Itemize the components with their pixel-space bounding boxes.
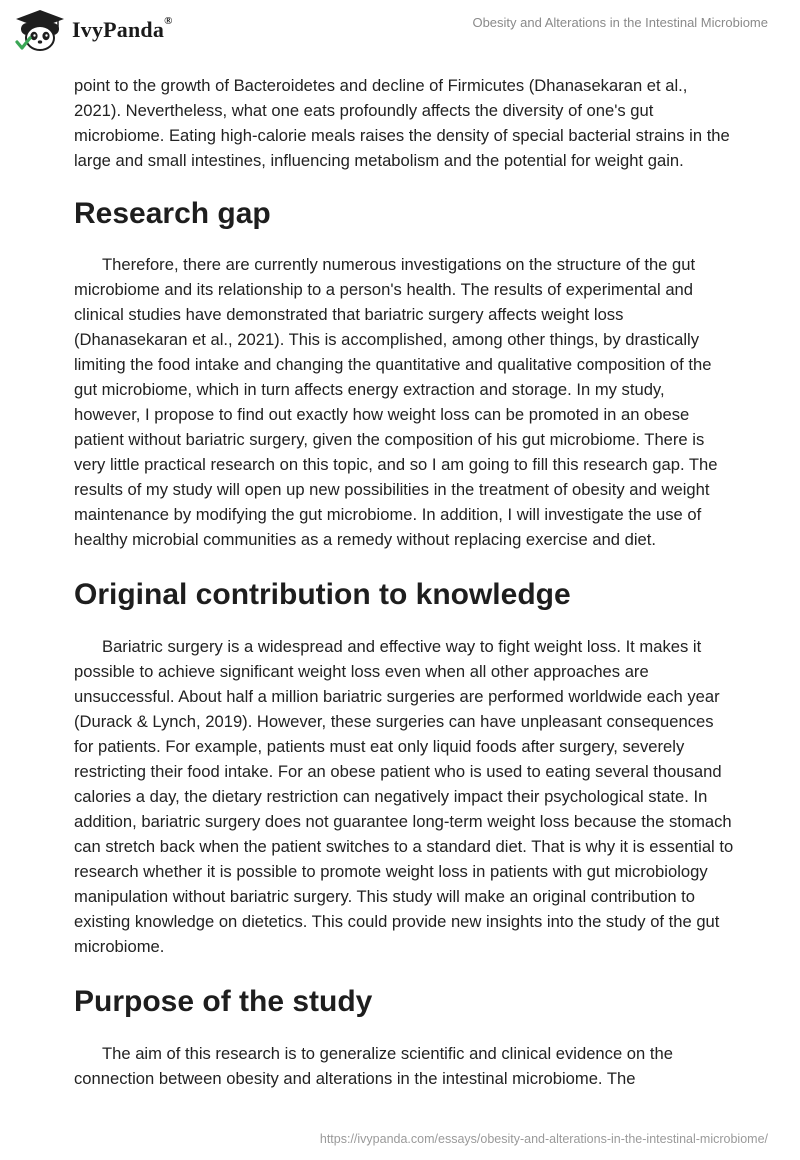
brand-logo[interactable]: [14, 8, 173, 52]
intro-paragraph: point to the growth of Bacteroidetes and decline of Firmicutes (Dhanasekaran et al., 2021). Nevertheless, what one eats profoundly affects the diversity of one's gut microbiome. Eating high-calorie meals raises the density of special bacterial strains in the large and small intestines, influencing metabolism and the potential for weight gain.: [74, 76, 730, 170]
essay-content: [74, 73, 734, 1091]
research-gap-paragraph: Therefore, there are currently numerous investigations on the structure of the gut microbiome and its relationship to a person's health. The results of experimental and clinical studies have demonstrated that bariatric surgery affects weight loss (Dhanasekaran et al., 2021). This is accomplished, among other things, by drastically limiting the food intake and changing the quantitative and qualitative composition of the gut microbiome, which in turn affects energy extraction and storage. In my study, however, I propose to find out exactly how weight loss can be promoted in an obese patient without bariatric surgery, given the composition of his gut microbiome. There is very little practical research on this topic, and so I am going to fill this research gap. The results of my study will open up new possibilities in the treatment of obesity and weight maintenance by modifying the gut microbiome. In addition, I will investigate the use of healthy microbial communities as a remedy without replacing exercise and diet.: [74, 255, 718, 549]
running-title: Obesity and Alterations in the Intestinal Microbiome: [472, 15, 768, 30]
heading-purpose: Purpose of the study: [74, 985, 373, 1018]
heading-research-gap: Research gap: [74, 197, 271, 230]
panda-graduate-icon: [14, 8, 66, 52]
page-header: [0, 0, 800, 64]
brand-name: IvyPanda®: [72, 15, 173, 42]
source-url[interactable]: https://ivypanda.com/essays/obesity-and-alterations-in-the-intestinal-microbiome/: [319, 1132, 768, 1146]
purpose-paragraph: The aim of this research is to generalize scientific and clinical evidence on the connection between obesity and alterations in the intestinal microbiome. The: [74, 1044, 673, 1088]
heading-original-contribution: Original contribution to knowledge: [74, 578, 571, 611]
registered-mark: ®: [164, 15, 173, 27]
original-contribution-paragraph: Bariatric surgery is a widespread and effective way to fight weight loss. It makes it possible to achieve significant weight loss even when all other approaches are unsuccessful. About half a million bariatric surgeries are performed worldwide each year (Durack & Lynch, 2019). However, these surgeries can have unpleasant consequences for patients. For example, patients must eat only liquid foods after surgery, severely restricting their food intake. For an obese patient who is used to eating several thousand calories a day, the dietary restriction can negatively impact their psychological state. In addition, bariatric surgery does not guarantee long-term weight loss because the stomach can stretch back when the patient switches to a standard diet. That is why it is essential to research whether it is possible to promote weight loss in patients with gut microbiology manipulation without bariatric surgery. This study will make an original contribution to existing knowledge on dietetics. This could provide new insights into the study of the gut microbiome.: [74, 637, 734, 956]
